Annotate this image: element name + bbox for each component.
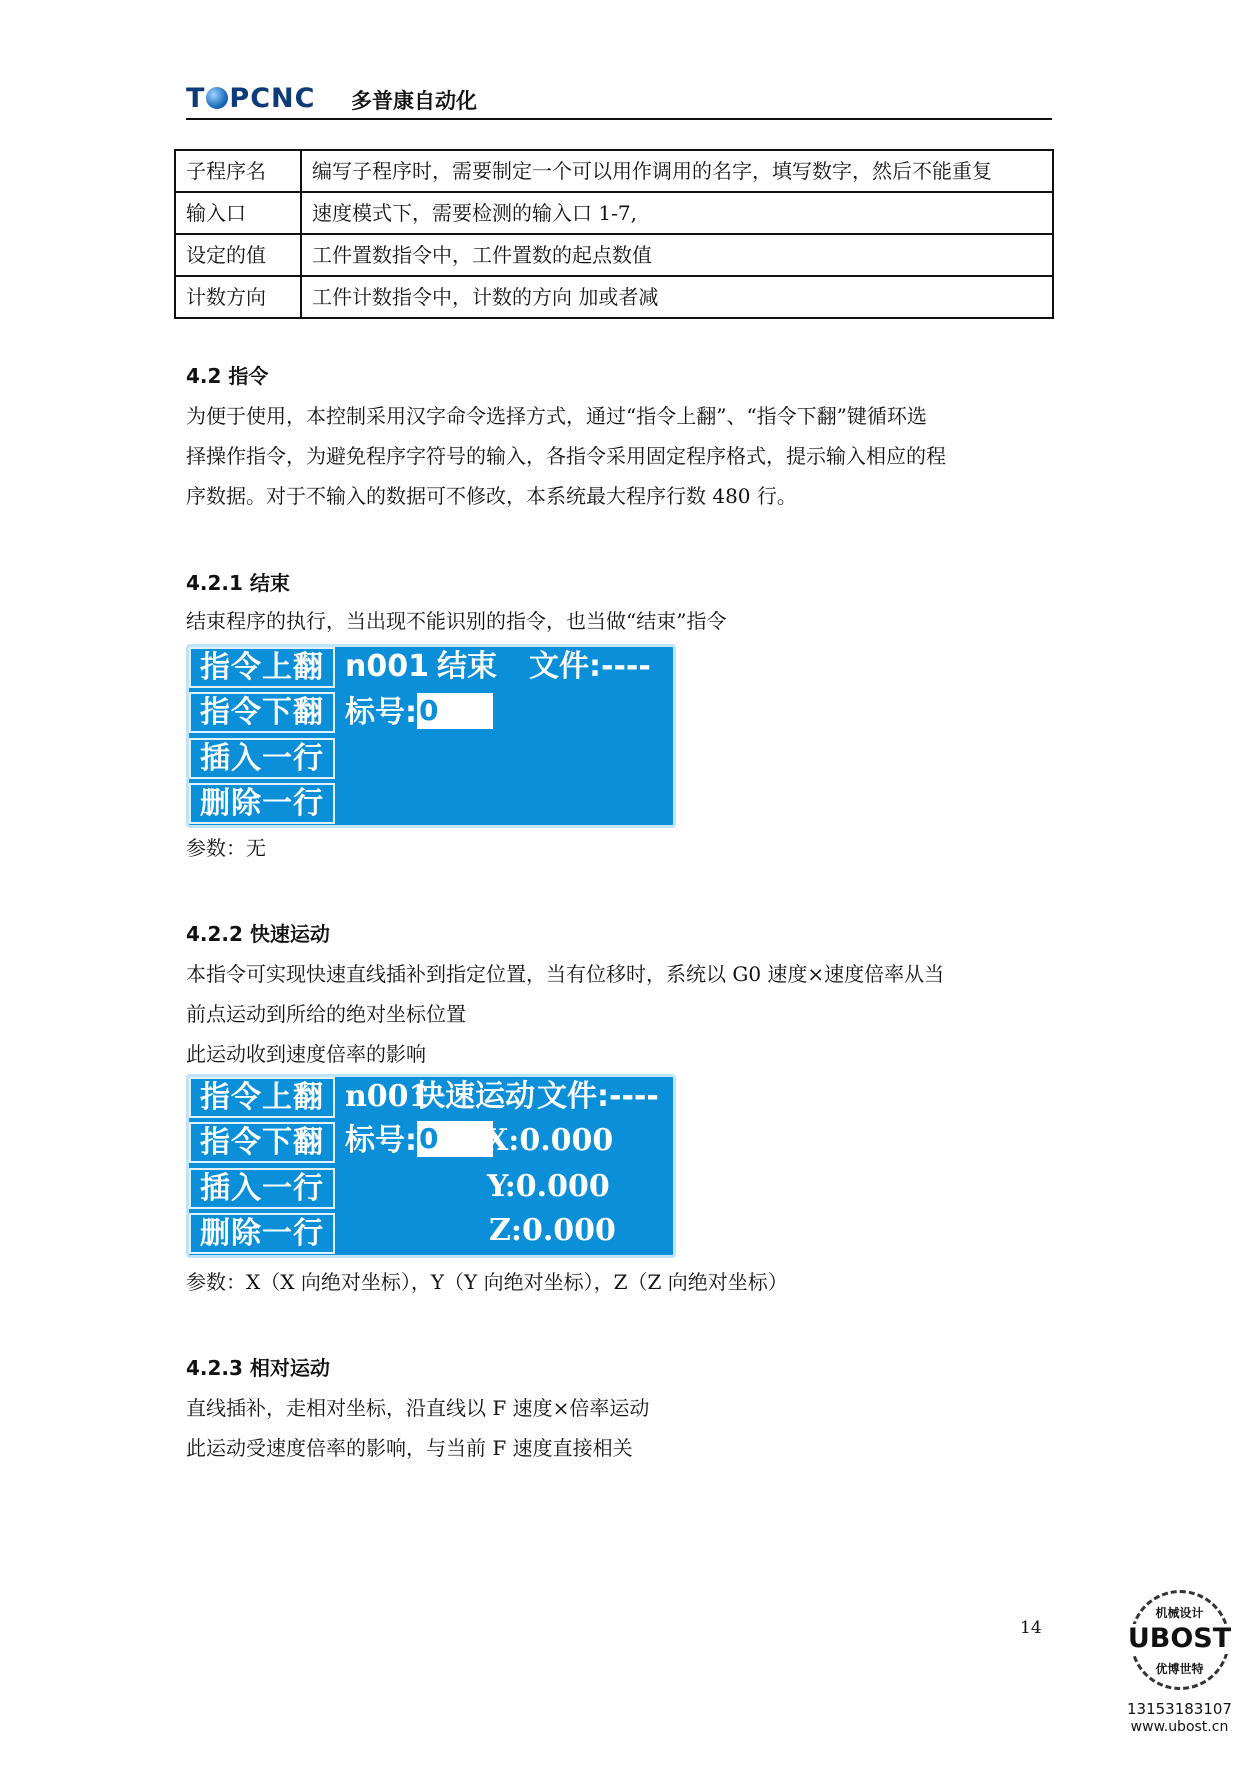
globe-icon (206, 87, 228, 109)
label-field-caption: 标号: (345, 695, 417, 730)
paragraph-line: 此运动受速度倍率的影响，与当前 F 速度直接相关 (186, 1436, 633, 1460)
section-heading: 4.2.2 快速运动 (186, 922, 330, 946)
stamp-brand: UBOST (1118, 1624, 1241, 1654)
lcd-panel-rapid-move (186, 1074, 676, 1258)
table-row (175, 192, 1053, 234)
lcd-x-coordinate[interactable]: X:0.000 (485, 1123, 614, 1158)
stamp-bottom-text: 优博世特 (1155, 1662, 1204, 1676)
lcd-label-row (345, 693, 493, 733)
logo-letter-t: T (186, 83, 206, 114)
lcd-button-column (189, 1077, 339, 1255)
paragraph-line: 直线插补，走相对坐标，沿直线以 F 速度×倍率运动 (186, 1396, 650, 1420)
lcd-command-name: 结束 (437, 649, 497, 684)
lcd-button-column (189, 647, 339, 825)
lcd-line-number: n001 (345, 1079, 430, 1114)
lcd-y-coordinate[interactable]: Y:0.000 (487, 1169, 610, 1204)
params-note: 参数：X（X 向绝对坐标），Y（Y 向绝对坐标），Z（Z 向绝对坐标） (186, 1270, 788, 1294)
table-row (175, 150, 1053, 192)
paragraph-line: 前点运动到所给的绝对坐标位置 (186, 1002, 466, 1026)
label-field-caption: 标号: (345, 1123, 417, 1158)
delete-line-button[interactable]: 删除一行 (189, 1213, 335, 1254)
paragraph-line: 择操作指令，为避免程序字符号的输入，各指令采用固定程序格式，提示输入相应的程 (186, 444, 946, 468)
param-key: 设定的值 (175, 234, 301, 276)
cmd-page-up-button[interactable]: 指令上翻 (189, 647, 335, 688)
paragraph-line: 序数据。对于不输入的数据可不修改，本系统最大程序行数 480 行。 (186, 484, 797, 508)
param-key: 子程序名 (175, 150, 301, 192)
insert-line-button[interactable]: 插入一行 (189, 738, 335, 779)
ubost-stamp (1118, 1590, 1241, 1760)
param-key: 输入口 (175, 192, 301, 234)
paragraph-line: 为便于使用，本控制采用汉字命令选择方式，通过“指令上翻”、“指令下翻”键循环选 (186, 404, 927, 428)
lcd-file-label: 文件:---- (537, 1079, 659, 1114)
header-divider (186, 118, 1052, 120)
section-description: 结束程序的执行，当出现不能识别的指令，也当做“结束”指令 (186, 609, 727, 633)
label-input[interactable]: 0 (417, 1121, 493, 1157)
cmd-page-down-button[interactable]: 指令下翻 (189, 1122, 335, 1163)
table-row (175, 276, 1053, 318)
page-number: 14 (1020, 1618, 1042, 1638)
lcd-z-coordinate[interactable]: Z:0.000 (489, 1213, 616, 1248)
section-heading: 4.2.1 结束 (186, 571, 290, 595)
stamp-top-text: 机械设计 (1155, 1606, 1204, 1620)
page-header (186, 84, 1052, 120)
lcd-screen (339, 647, 673, 825)
param-value: 工件计数指令中，计数的方向 加或者减 (301, 276, 1053, 318)
delete-line-button[interactable]: 删除一行 (189, 783, 335, 824)
lcd-label-row (345, 1121, 493, 1161)
lcd-panel-end (186, 644, 676, 828)
table-row (175, 234, 1053, 276)
lcd-file-label: 文件:---- (529, 649, 651, 684)
paragraph-line: 此运动收到速度倍率的影响 (186, 1042, 426, 1066)
param-value: 工件置数指令中，工件置数的起点数值 (301, 234, 1053, 276)
insert-line-button[interactable]: 插入一行 (189, 1168, 335, 1209)
lcd-line-number: n001 (345, 649, 429, 684)
stamp-website: www.ubost.cn (1130, 1719, 1229, 1735)
topcnc-logo (186, 84, 315, 114)
section-heading: 4.2 指令 (186, 364, 269, 388)
params-note: 参数：无 (186, 836, 266, 860)
stamp-phone: 13153183107 (1127, 1700, 1232, 1718)
param-value: 编写子程序时，需要制定一个可以用作调用的名字，填写数字，然后不能重复 (301, 150, 1053, 192)
cmd-page-up-button[interactable]: 指令上翻 (189, 1077, 335, 1118)
paragraph-line: 本指令可实现快速直线插补到指定位置，当有位移时，系统以 G0 速度×速度倍率从当 (186, 962, 945, 986)
param-value: 速度模式下，需要检测的输入口 1-7, (301, 192, 1053, 234)
cmd-page-down-button[interactable]: 指令下翻 (189, 692, 335, 733)
label-input[interactable]: 0 (417, 693, 493, 729)
param-key: 计数方向 (175, 276, 301, 318)
brand-name: 多普康自动化 (351, 89, 477, 113)
lcd-screen (339, 1077, 673, 1255)
logo-text: PCNC (229, 83, 316, 114)
section-heading: 4.2.3 相对运动 (186, 1356, 330, 1380)
parameter-table (174, 149, 1054, 319)
lcd-command-name: 快速运动 (415, 1079, 535, 1114)
